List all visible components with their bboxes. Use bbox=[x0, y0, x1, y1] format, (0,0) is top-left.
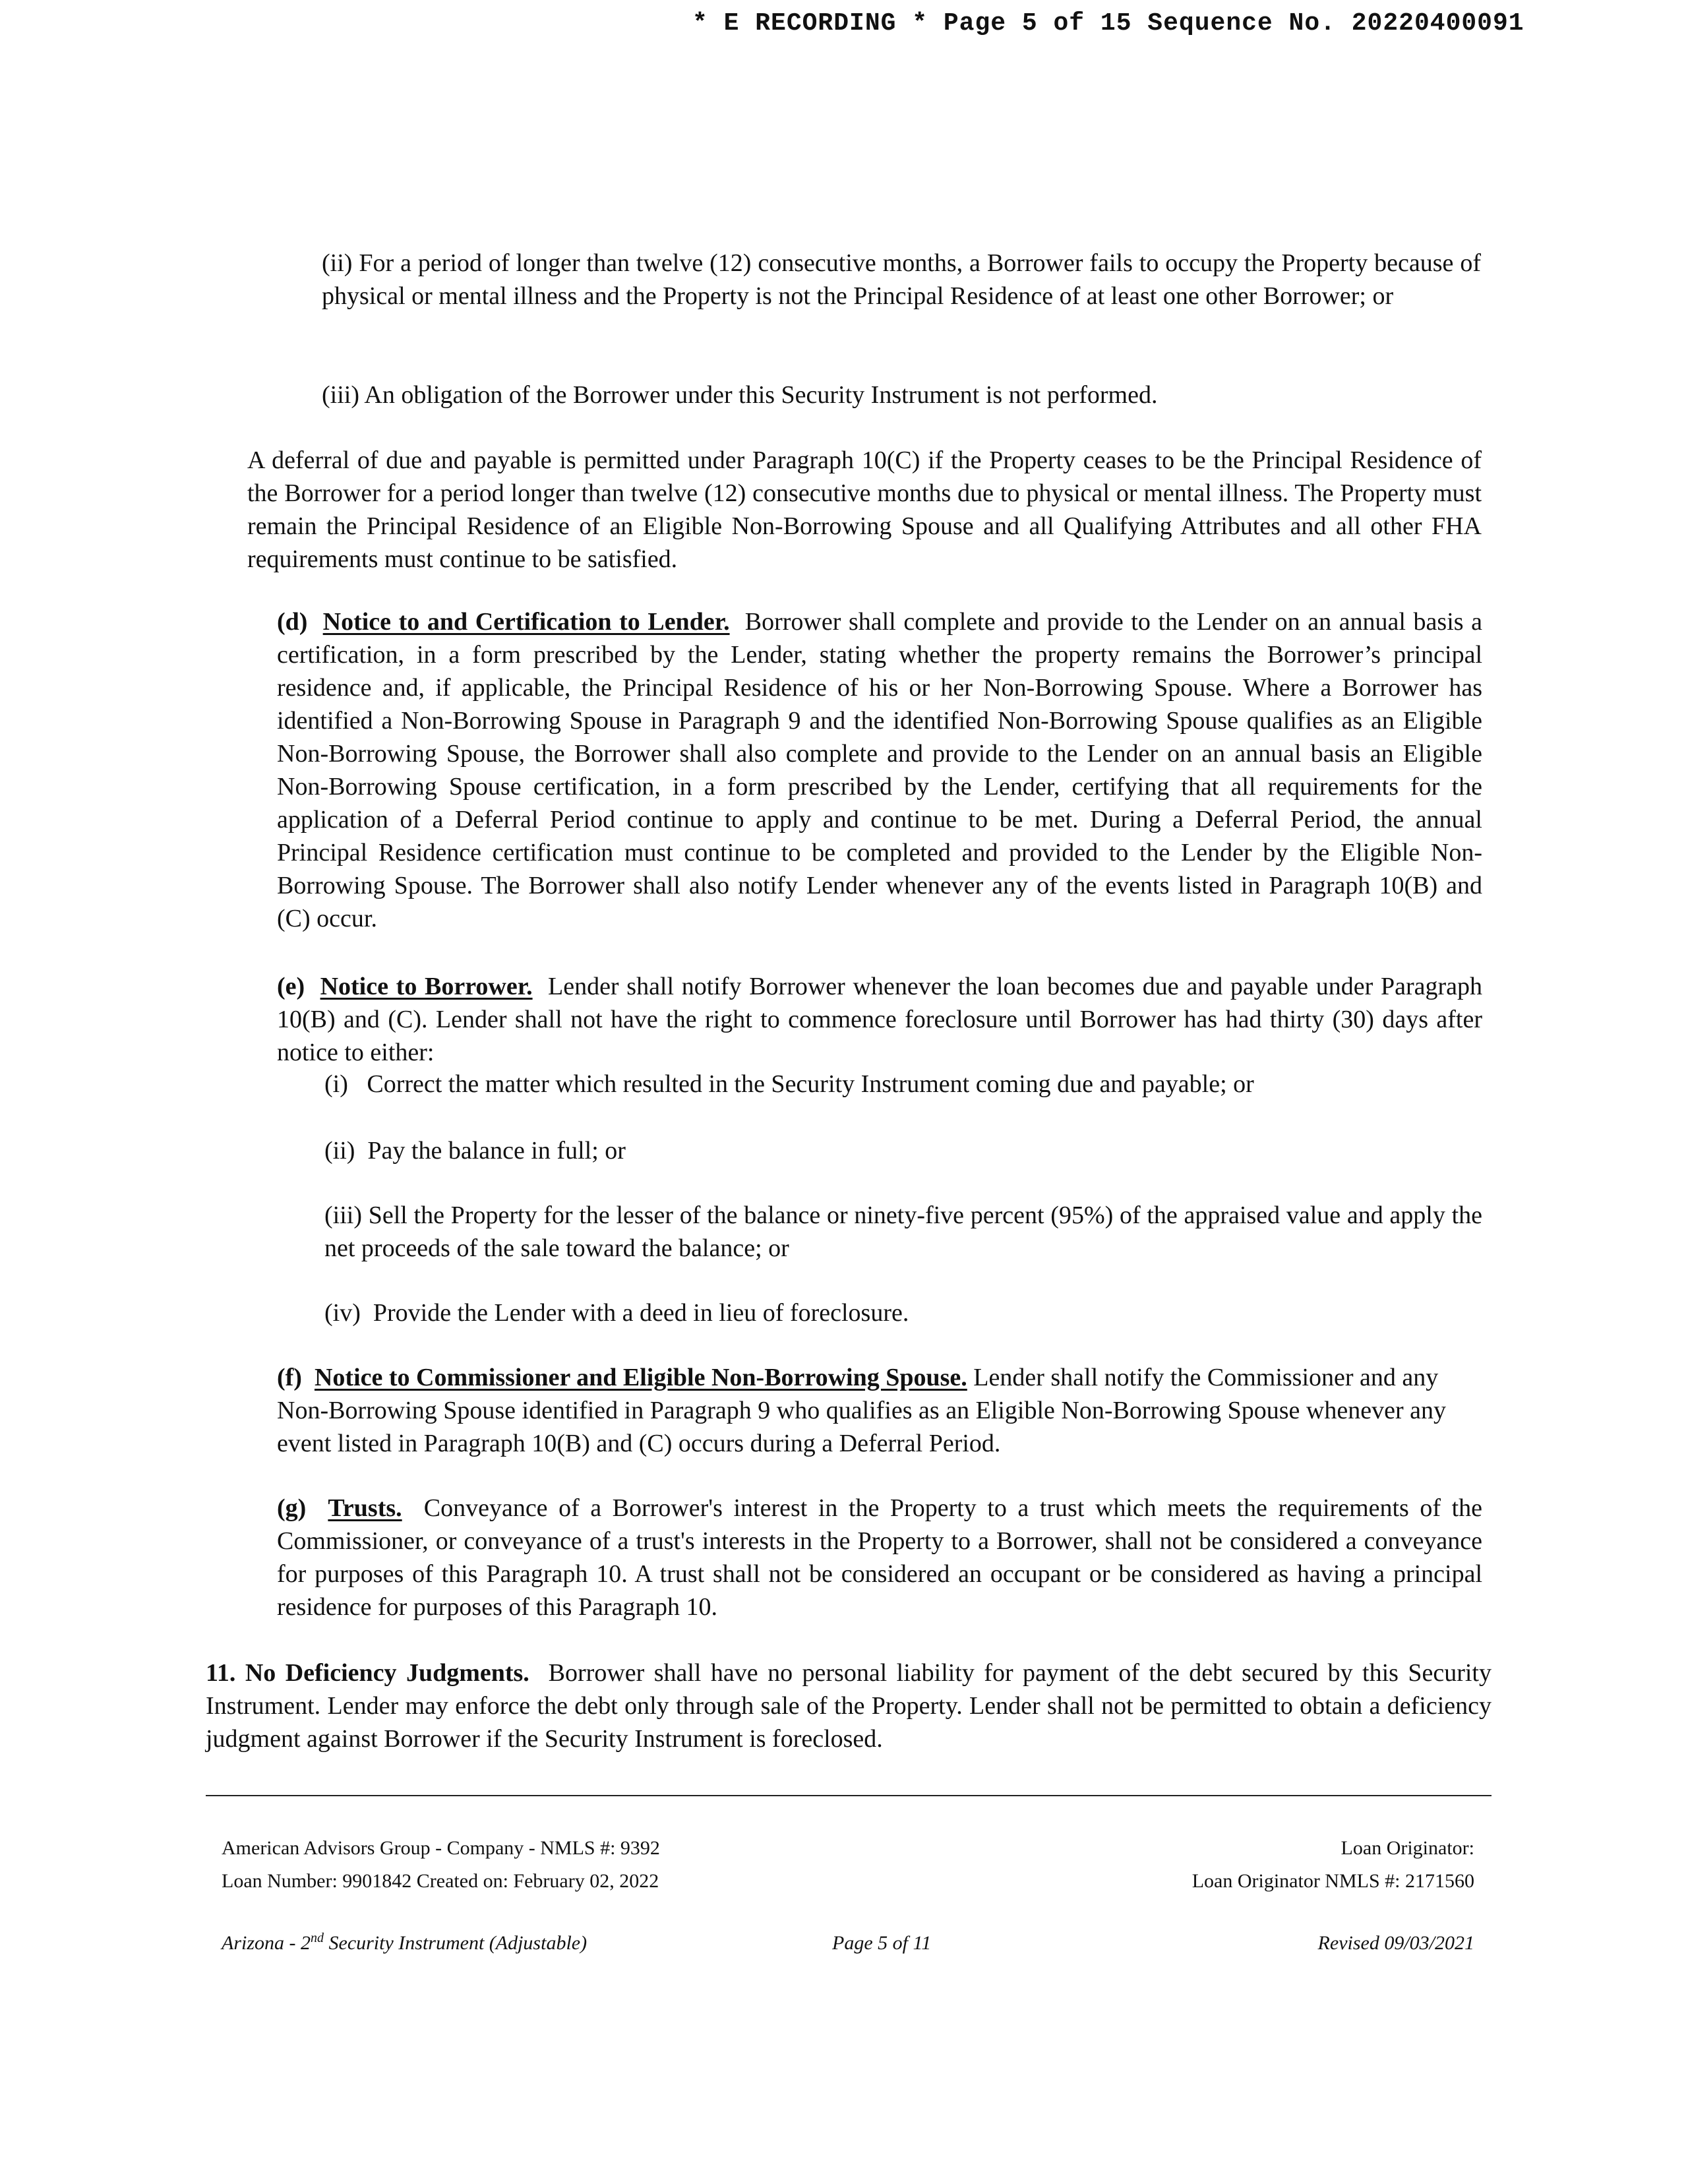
section-e-label: (e) bbox=[277, 973, 305, 1000]
section-d bbox=[277, 605, 1482, 935]
footer-originator-label: Loan Originator: bbox=[1341, 1837, 1474, 1859]
section-d-label: (d) bbox=[277, 608, 308, 636]
section-d-title: Notice to and Certification to Lender. bbox=[322, 608, 730, 636]
section-e-option: (ii) Pay the balance in full; or bbox=[324, 1137, 626, 1165]
section-g bbox=[277, 1492, 1482, 1623]
section-g-label: (g) bbox=[277, 1494, 307, 1522]
footer-page-number: Page 5 of 11 bbox=[832, 1932, 932, 1954]
footer-originator-nmls: Loan Originator NMLS #: 2171560 bbox=[1191, 1870, 1474, 1892]
footer-form-state: Arizona - 2 bbox=[222, 1932, 311, 1954]
section-e-option: (i) Correct the matter which resulted in the Security Instrument coming due and payable; or bbox=[324, 1070, 1254, 1098]
section-f-title: Notice to Commissioner and Eligible Non-Borrowing Spouse. bbox=[314, 1364, 967, 1391]
section-e-option: (iv) Provide the Lender with a deed in lieu of foreclosure. bbox=[324, 1299, 909, 1327]
footer-loan-number: Loan Number: 9901842 Created on: February 02, 2022 bbox=[222, 1870, 659, 1892]
footer-revised: Revised 09/03/2021 bbox=[1317, 1932, 1474, 1954]
section-11-body: Borrower shall have no personal liability for payment of the debt secured by this Security Instrument. Lender may enforce the debt only through sale of the Property. Lender shall not be permitted to obtain a deficiency judgment against Borrower if the Security Instrument is foreclosed. bbox=[206, 1659, 1492, 1753]
section-d-body: Borrower shall complete and provide to the Lender on an annual basis a certification, in a form prescribed by the Lender, stating whether the property remains the Borrower’s principal residence and, if applicable, the Principal Residence of his or her Non-Borrowing Spouse. Where a Borrower has identified a Non-Borrowing Spouse in Paragraph 9 and the identified Non-Borrowing Spouse qualifies as an Eligible Non-Borrowing Spouse, the Borrower shall also complete and provide to the Lender on an annual basis an Eligible Non-Borrowing Spouse certification, in a form prescribed by the Lender, certifying that all requirements for the application of a Deferral Period continue to apply and continue to be met. During a Deferral Period, the annual Principal Residence certification must continue to be completed and provided to the Lender by the Eligible Non-Borrowing Spouse. The Borrower shall also notify Lender whenever any of the events listed in Paragraph 10(B) and (C) occur. bbox=[277, 608, 1483, 932]
section-f-label: (f) bbox=[277, 1364, 302, 1391]
footer-form-rest: Security Instrument (Adjustable) bbox=[324, 1932, 588, 1954]
section-11-title: 11. No Deficiency Judgments. bbox=[206, 1659, 529, 1687]
deferral-paragraph: A deferral of due and payable is permitted under Paragraph 10(C) if the Property ceases to be the Principal Residence of the Borrower for a period longer than twelve (12) consecutive months due to physical or mental illness. The Property must remain the Principal Residence of an Eligible Non-Borrowing Spouse and all Qualifying Attributes and all other FHA requirements must continue to be satisfied. bbox=[247, 446, 1482, 573]
section-f-body: Lender shall notify the Commissioner and any Non-Borrowing Spouse identified in Paragraph 9 who qualifies as an Eligible Non-Borrowing Spouse whenever any event listed in Paragraph 10(B) and (C) occurs during a Deferral Period. bbox=[277, 1364, 1446, 1457]
section-11 bbox=[206, 1656, 1492, 1755]
recording-header: * E RECORDING * Page 5 of 15 Sequence No. 20220400091 bbox=[692, 9, 1524, 38]
section-e-body: Lender shall notify Borrower whenever the loan becomes due and payable under Paragraph 10(B) and (C). Lender shall not have the right to commence foreclosure until Borrower has had thirty (30) days after notice to either: bbox=[277, 973, 1482, 1066]
item-ii-illness: (ii) For a period of longer than twelve (12) consecutive months, a Borrower fails to occupy the Property because of physical or mental illness and the Property is not the Principal Residence of at least one other Borrower; or bbox=[322, 249, 1481, 310]
section-g-body: Conveyance of a Borrower's interest in the Property to a trust which meets the requirements of the Commissioner, or conveyance of a trust's interests in the Property to a Borrower, shall not be considered a conveyance for purposes of this Paragraph 10. A trust shall not be considered an occupant or be considered as having a principal residence for purposes of this Paragraph 10. bbox=[277, 1494, 1482, 1621]
footer-divider bbox=[206, 1795, 1492, 1796]
footer-company: American Advisors Group - Company - NMLS #: 9392 bbox=[222, 1837, 660, 1859]
section-e-title: Notice to Borrower. bbox=[320, 973, 533, 1000]
item-iii-obligation: (iii) An obligation of the Borrower under this Security Instrument is not performed. bbox=[322, 381, 1158, 409]
section-f bbox=[277, 1361, 1482, 1460]
section-g-title: Trusts. bbox=[328, 1494, 402, 1522]
section-e-option: (iii) Sell the Property for the lesser of the balance or ninety-five percent (95%) of the appraised value and apply the net proceeds of the sale toward the balance; or bbox=[324, 1201, 1482, 1262]
footer-form-sup: nd bbox=[311, 1931, 324, 1945]
footer-form-title bbox=[222, 1932, 587, 1955]
section-e bbox=[277, 970, 1482, 1069]
